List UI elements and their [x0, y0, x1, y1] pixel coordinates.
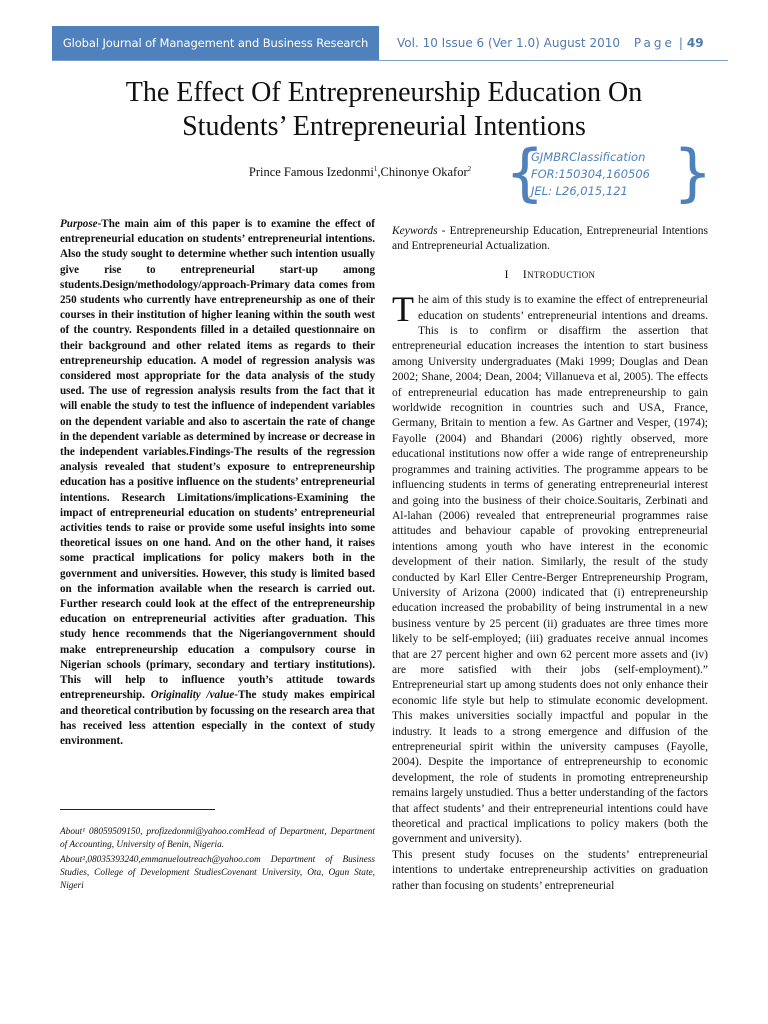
section-title-initial: I — [522, 266, 528, 281]
paper-title-line-1: The Effect Of Entrepreneurship Education On — [125, 77, 643, 108]
section-number: I — [504, 268, 509, 281]
footnote-rule — [60, 809, 215, 810]
author-line — [230, 165, 490, 180]
page-label: Page — [633, 36, 675, 50]
abstract — [60, 217, 375, 749]
page-separator: | — [678, 36, 683, 50]
author-2-affiliation: 2 — [467, 165, 472, 173]
classification-box — [505, 136, 713, 215]
page-number: 49 — [686, 36, 704, 50]
keywords-text: - Entrepreneurship Education, Entrepreneurial Intentions and Entrepreneurial Actualization. — [392, 225, 708, 253]
purpose-text: -The main aim of this paper is to examine the effect of entrepreneurial education on students’ entrepreneurial intentions. Also the study sought to determine whether such intention usually give rise to entrepreneurial start-up among students.Design/methodology/approach-Primary data comes from 250 students who currently have entrepreneurship as one of their courses in their institution of higher leaning within the south west of the country. Respondents filled in a detailed questionnaire on their background and other related items as regards to their entrepreneurship education. A model of regression analysis was considered most appropriate for the data analysis of the study used. The use of regression analysis results from the fact that it will enable the study to test the influence of independent variables on the dependent variable and also to ascertain the rate of change in the dependent variable as determined by increase or decrease in the independent variables.Findings-The results of the regression analysis revealed that student’s exposure to entrepreneurship education has a positive influence on the students’ entrepreneurial intentions. Research Limitations/implications-Examining the impact of entrepreneurial education on students’ entrepreneurial activities tends to raise or provide some useful insights into some theoretical issues on one hand. And on the other hand, it raises some practical implications for policy makers both in the government and universities. However, this study is limited based on the information available when the research is carried out. Further research could look at the effect of the entrepreneurship education on entrepreneurial activities after graduation. This study hence recommends that the Nigeriangovernment should make entrepreneurship education a compulsory course in Nigerian schools (primary, secondary and tertiary institutions). This will help to influence youth’s attitude towards entrepreneurship. — [60, 218, 375, 702]
classification-line: FOR:150304,160506 — [531, 167, 650, 181]
intro-paragraph-1-text: he aim of this study is to examine the effect of entrepreneurial education on students’ entrepreneurial intentions and dreams. This is to confirm or disaffirm the assertion that entrepreneurial education increases the intention to start business among University undergraduates (Maki 1999; Douglas and Dean 2002; Shane, 2004; Dean, 2004; Villanueva et al, 2005). The effects of entrepreneurial education has made entrepreneurship to gain worldwide recognition in countries such and USA, France, Germany, Britain to mention a few. As Gartner and Vesper, (1974); Fayolle (2004) and Bhandari (2006) rightly observed, more educational institutions now offer a wide range of entrepreneurship programmes and training activities. The programme appears to be influencing students in terms of generating entrepreneurial interest and going into the business of their choice.Souitaris, Zerbinati and Al-lahan (2006) revealed that entrepreneurial programmes raise attitudes and behaviour capable of provoking entrepreneurial intentions among youth who have interest in the economic development of their nation. Similarly, the result of the study conducted by Karl Eller Centre-Berger Entrepreneurship Program, University of Arizona (2000) indicated that (i) entrepreneurship education increased the probability of being instrumental in a new business venture by 25 percent (ii) graduates are three times more likely to be self-employed; (iii) graduates receive annual incomes that are 27 percent higher and own 62 percent more assets and (iv) are more satisfied with their jobs (self-employment).” Entrepreneurial start up among students does not only enhance their economic life style but help to stimulate economic development. This makes universities socially impactful and popular in the industry. It leads to a strong emergence and diffusion of the entrepreneurial spirit within the university campuses (Fayolle, 2004). Despite the importance of entrepreneurship to economic development, the role of students in promoting entrepreneurship remains largely unstudied. Thus a better understanding of the factors that affect students’ and their entrepreneurial intentions could have theoretical and practical implications to policy makers (both the government and university). — [392, 294, 708, 846]
issue-text: Vol. 10 Issue 6 (Ver 1.0) August 2010 — [397, 36, 620, 50]
drop-cap: T — [392, 289, 414, 330]
footnotes — [60, 826, 375, 895]
keywords — [392, 224, 708, 255]
paper-title — [60, 76, 708, 144]
header-rule — [52, 60, 728, 61]
classification-line: GJMBRClassification — [531, 150, 646, 164]
author-2: Chinonye Okafor — [380, 165, 468, 180]
section-heading-introduction — [392, 267, 708, 283]
paper-title-line-2: Students’ Entrepreneurial Intentions — [182, 111, 586, 142]
footnote-author-1: About¹ 08059509150, profizedonmi@yahoo.comHead of Department, Department of Accounting, University of Benin, Nigeria. — [60, 827, 375, 850]
page-header — [52, 26, 728, 60]
author-separator: , — [377, 165, 381, 180]
journal-name-banner: Global Journal of Management and Business Research — [52, 26, 379, 60]
footnote-author-2: About²,08035393240,emmanueloutreach@yahoo.com Department of Business Studies, College of Development StudiesCovenant University, Ota, Ogun State, Nigeri — [60, 855, 375, 891]
classification-codes — [531, 149, 671, 200]
right-brace-icon: } — [673, 136, 713, 209]
issue-info — [397, 26, 704, 60]
abstract-column — [60, 217, 375, 749]
section-title-rest: NTRODUCTION — [527, 269, 596, 280]
purpose-label: Purpose — [60, 218, 98, 230]
body-column — [392, 224, 708, 894]
intro-paragraph-1 — [392, 289, 708, 848]
left-brace-icon: { — [505, 136, 545, 209]
author-1-affiliation: 1 — [373, 165, 378, 173]
author-1: Prince Famous Izedonmi — [248, 165, 374, 180]
keywords-label: Keywords — [392, 225, 438, 237]
intro-paragraph-2: This present study focuses on the students’ entrepreneurial intentions to undertake entrepreneurship activities on graduation rather than focusing on students’ entrepreneurial — [392, 848, 708, 892]
originality-label: Originality /value — [150, 689, 235, 702]
originality-text: -The study makes empirical and theoretical contribution by focussing on the research area that has received less attention especially in the context of study environment. — [60, 689, 375, 747]
classification-line: JEL: L26,015,121 — [531, 184, 628, 198]
